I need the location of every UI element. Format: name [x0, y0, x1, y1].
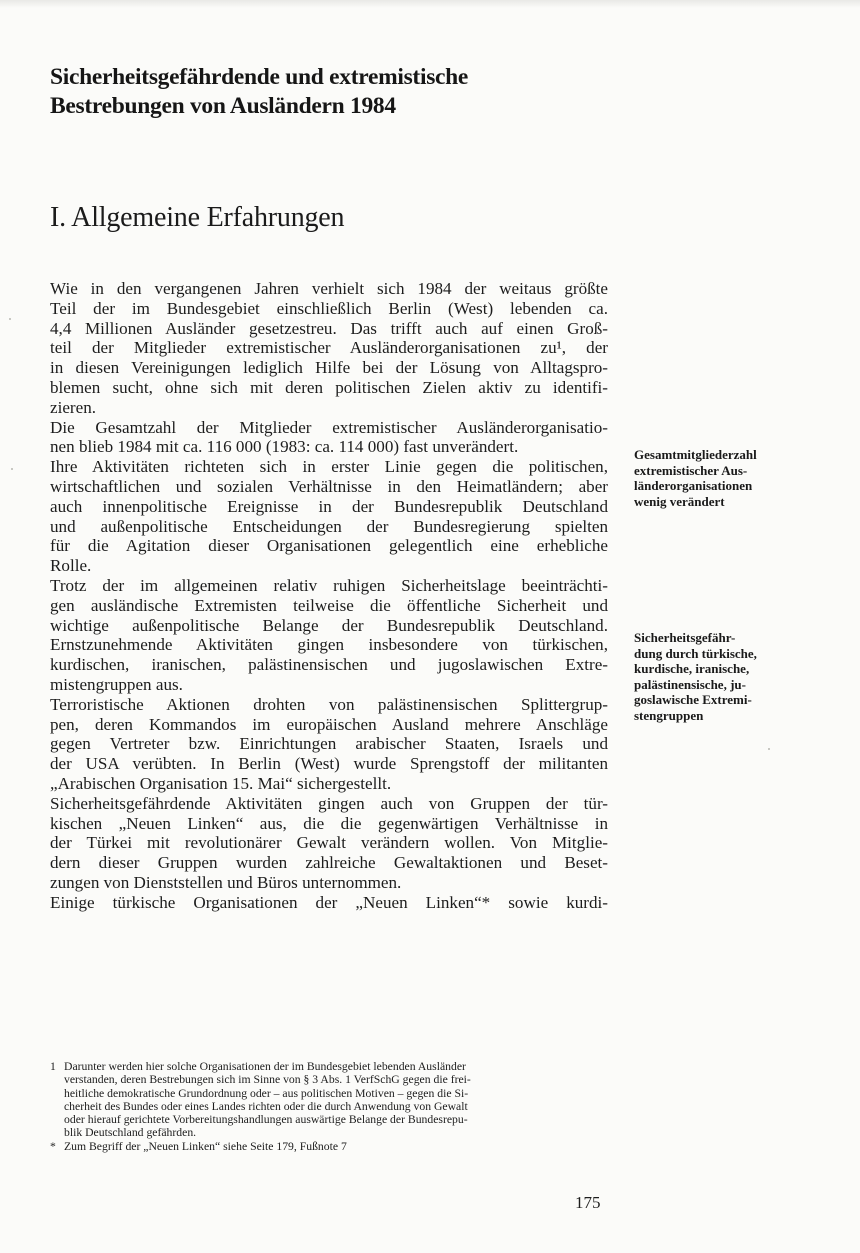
footnote-line: Zum Begriff der „Neuen Linken“ siehe Seite 179, Fußnote 7 — [64, 1139, 347, 1153]
body-line: kischen „Neuen Linken“ aus, die die gegenwärtigen Verhältnisse in — [50, 813, 608, 833]
footnote-mark: 1 — [50, 1060, 56, 1073]
body-line: in diesen Vereinigungen lediglich Hilfe bei der Lösung von Alltagspro- — [50, 358, 608, 378]
body-line: nen blieb 1984 mit ca. 116 000 (1983: ca. 114 000) fast unverändert. — [50, 437, 519, 457]
body-line: Wie in den vergangenen Jahren verhielt sich 1984 der weitaus größte — [50, 279, 608, 298]
margin-note-line: dung durch türkische, — [634, 645, 757, 661]
footnote-text — [64, 1060, 610, 1140]
scan-edge — [0, 0, 860, 8]
body-line: Terroristische Aktionen drohten von palästinensischen Splittergrup- — [50, 694, 608, 714]
body-line: gen ausländische Extremisten teilweise die öffentliche Sicherheit und — [50, 595, 608, 615]
body-line: „Arabischen Organisation 15. Mai“ sichergestellt. — [50, 773, 392, 793]
margin-note-threat — [634, 630, 824, 724]
body-line: zieren. — [50, 397, 97, 417]
body-line: Trotz der im allgemeinen relativ ruhigen Sicherheitslage beeinträchti- — [50, 575, 608, 595]
body-line: Ernstzunehmende Aktivitäten gingen insbesondere von türkischen, — [50, 635, 608, 655]
footnote-line: cherheit des Bundes oder eines Landes richten oder die durch Anwendung von Gewalt — [64, 1099, 468, 1113]
footnote-asterisk — [50, 1140, 610, 1153]
scan-speck — [11, 468, 13, 470]
footnote-mark: * — [50, 1139, 56, 1153]
body-line: der Türkei mit revolutionärer Gewalt verändern wollen. Von Mitglie- — [50, 833, 608, 853]
body-line: Die Gesamtzahl der Mitglieder extremistischer Ausländerorganisatio- — [50, 417, 608, 437]
margin-note-line: länderorganisationen — [634, 478, 753, 494]
body-line: Teil der im Bundesgebiet einschließlich Berlin (West) lebenden ca. — [50, 298, 608, 318]
footnote-line: Darunter werden hier solche Organisationen der im Bundesgebiet lebenden Ausländer — [64, 1060, 466, 1073]
margin-note-line: palästinensische, ju- — [634, 676, 746, 692]
body-line: pen, deren Kommandos im europäischen Ausland mehrere Anschläge — [50, 714, 608, 734]
footnote-text — [64, 1140, 610, 1153]
margin-note-line: wenig verändert — [634, 493, 725, 509]
margin-note-line: goslawische Extremi- — [634, 692, 752, 708]
chapter-title-line: Sicherheitsgefährdende und extremistische — [50, 64, 469, 90]
page-number: 175 — [575, 1193, 601, 1212]
scan-speck — [768, 748, 770, 750]
body-line: blemen sucht, ohne sich mit deren politischen Zielen aktiv zu identifi- — [50, 377, 608, 397]
footnote-line: oder hierauf gerichtete Vorbereitungshandlungen auswärtige Belange der Bundesrepu- — [64, 1113, 468, 1127]
margin-note-line: Gesamtmitgliederzahl — [634, 447, 757, 462]
body-line: Rolle. — [50, 556, 92, 576]
chapter-title — [50, 63, 610, 121]
chapter-title-line: Bestrebungen von Ausländern 1984 — [50, 93, 396, 119]
body-line: Ihre Aktivitäten richteten sich in erster Linie gegen die politischen, — [50, 457, 608, 477]
margin-note-line: extremistischer Aus- — [634, 462, 748, 478]
margin-note-line: stengruppen — [634, 707, 704, 723]
body-line: kurdischen, iranischen, palästinensischen und jugoslawischen Extre- — [50, 655, 608, 675]
body-line: zungen von Dienststellen und Büros unternommen. — [50, 872, 402, 892]
body-line: gegen Vertreter bzw. Einrichtungen arabischer Staaten, Israels und — [50, 734, 608, 754]
margin-note-line: Sicherheitsgefähr- — [634, 630, 736, 645]
section-title: I. Allgemeine Erfahrungen — [50, 202, 345, 233]
margin-note-membership — [634, 447, 824, 509]
body-line: Einige türkische Organisationen der „Neuen Linken“* sowie kurdi- — [50, 892, 608, 912]
body-line: wichtige außenpolitische Belange der Bundesrepublik Deutschland. — [50, 615, 608, 635]
body-line: und außenpolitische Entscheidungen der Bundesregierung spielten — [50, 516, 608, 536]
body-line: wirtschaftlichen und sozialen Verhältnisse in den Heimatländern; aber — [50, 476, 608, 496]
body-line: 4,4 Millionen Ausländer gesetzestreu. Das trifft auch auf einen Groß- — [50, 318, 608, 338]
scan-speck — [9, 318, 11, 320]
footnote-line: verstanden, deren Bestrebungen sich im Sinne von § 3 Abs. 1 VerfSchG gegen die frei- — [64, 1073, 471, 1087]
footnote-line: heitliche demokratische Grundordnung oder – aus politischen Motiven – gegen die Si- — [64, 1086, 469, 1100]
footnote-line: blik Deutschland gefährden. — [64, 1126, 197, 1140]
margin-note-line: kurdische, iranische, — [634, 661, 750, 677]
body-line: der USA verübten. In Berlin (West) wurde Sprengstoff der militanten — [50, 754, 608, 774]
body-line: dern dieser Gruppen wurden zahlreiche Gewaltaktionen und Beset- — [50, 853, 608, 873]
body-line: auch innenpolitische Ereignisse in der Bundesrepublik Deutschland — [50, 496, 608, 516]
body-line: für die Agitation dieser Organisationen gelegentlich eine erhebliche — [50, 536, 608, 556]
body-line: mistengruppen aus. — [50, 674, 183, 694]
body-text — [50, 279, 608, 913]
body-line: Sicherheitsgefährdende Aktivitäten gingen auch von Gruppen der tür- — [50, 793, 608, 813]
body-line: teil der Mitglieder extremistischer Ausländerorganisationen zu¹, der — [50, 338, 608, 358]
footnotes — [50, 1060, 610, 1153]
footnote-1 — [50, 1060, 610, 1140]
